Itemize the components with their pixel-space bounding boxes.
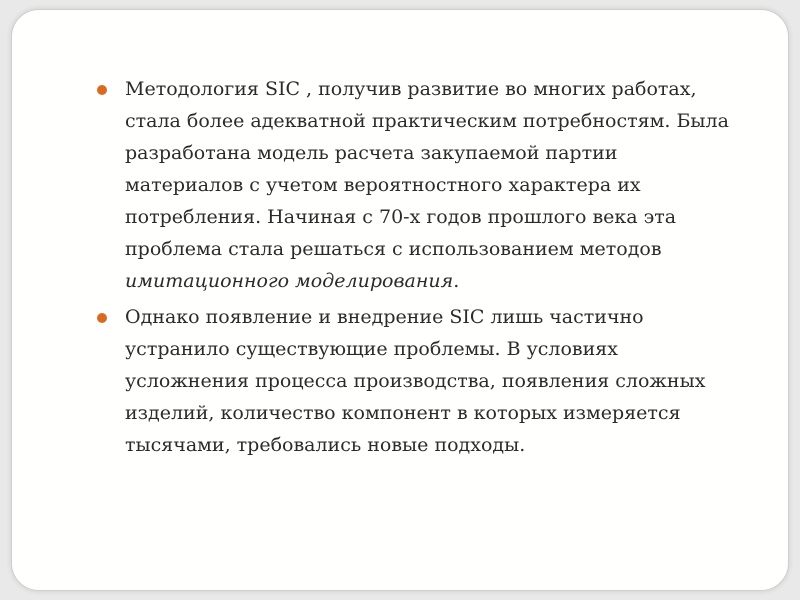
bullet-item-2 xyxy=(97,301,737,461)
bullet-text-1 xyxy=(125,78,729,292)
bullet-2-part-1: Однако появление и внедрение SIC лишь частично устранило существующие проблемы. В условиях усложнения процесса производства, появления сложных изделий, количество компонент в которых измеряется тысячами, требовались новые подходы. xyxy=(125,306,706,456)
bullet-1-part-1: Методология SIC , получив развитие во многих работах, стала более адекватной практическим потребностям. Была разработана модель расчета закупаемой партии материалов с учетом вероятностного характера их потребления. Начиная с 70-х годов прошлого века эта проблема стала решаться с использованием методов xyxy=(125,78,729,260)
bullet-1-italic-term: имитационного моделирования xyxy=(125,270,454,292)
bullet-dot-icon xyxy=(97,85,107,95)
bullet-item-1 xyxy=(97,73,737,297)
slide-frame xyxy=(11,9,789,591)
bullet-text-2 xyxy=(125,306,705,456)
slide-content xyxy=(97,73,737,465)
bullet-1-part-3: . xyxy=(453,270,460,292)
bullet-dot-icon xyxy=(97,313,107,323)
